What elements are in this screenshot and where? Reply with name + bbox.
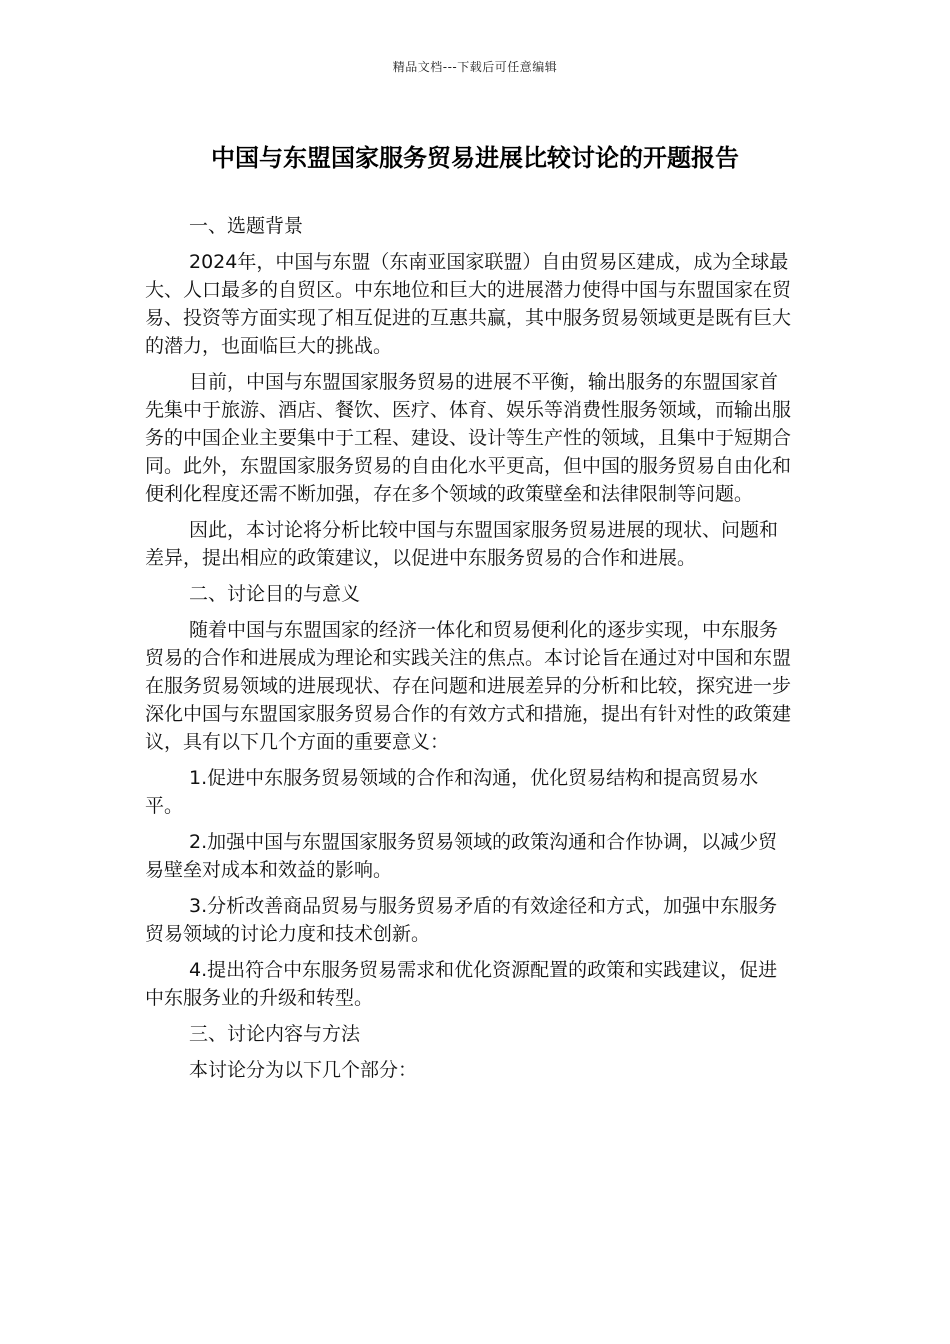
list-item-significance-3: 3.分析改善商品贸易与服务贸易矛盾的有效途径和方式，加强中东服务贸易领域的讨论力度和技术创新。: [145, 895, 778, 945]
section-heading-content-method: 三、讨论内容与方法: [189, 1023, 361, 1045]
paragraph-content-intro: 本讨论分为以下几个部分：: [189, 1059, 418, 1081]
header-note: 精品文档---下载后可任意编辑: [392, 60, 558, 74]
list-item-significance-2: 2.加强中国与东盟国家服务贸易领域的政策沟通和合作协调，以减少贸易壁垒对成本和效益的影响。: [145, 831, 778, 881]
document-body: [145, 212, 795, 1092]
section-heading-purpose: 二、讨论目的与意义: [189, 583, 361, 605]
section-heading-background: 一、选题背景: [189, 215, 304, 237]
list-item-significance-1: 1.促进中东服务贸易领域的合作和沟通，优化贸易结构和提高贸易水平。: [145, 767, 759, 817]
paragraph-purpose-intro: 随着中国与东盟国家的经济一体化和贸易便利化的逐步实现，中东服务贸易的合作和进展成为理论和实践关注的焦点。本讨论旨在通过对中国和东盟在服务贸易领域的进展现状、存在问题和进展差异的分析和比较，探究进一步深化中国与东盟国家服务贸易合作的有效方式和措施，提出有针对性的政策建议，具有以下几个方面的重要意义：: [145, 619, 792, 753]
paragraph-background-3: 因此，本讨论将分析比较中国与东盟国家服务贸易进展的现状、问题和差异，提出相应的政策建议，以促进中东服务贸易的合作和进展。: [145, 519, 779, 569]
paragraph-background-2: 目前，中国与东盟国家服务贸易的进展不平衡，输出服务的东盟国家首先集中于旅游、酒店、餐饮、医疗、体育、娱乐等消费性服务领域，而输出服务的中国企业主要集中于工程、建设、设计等生产性的领域，且集中于短期合同。此外，东盟国家服务贸易的自由化水平更高，但中国的服务贸易自由化和便利化程度还需不断加强，存在多个领域的政策壁垒和法律限制等问题。: [145, 371, 792, 505]
document-title: 中国与东盟国家服务贸易进展比较讨论的开题报告: [211, 144, 739, 172]
list-item-significance-4: 4.提出符合中东服务贸易需求和优化资源配置的政策和实践建议，促进中东服务业的升级和转型。: [145, 959, 778, 1009]
paragraph-background-1: 2024年，中国与东盟（东南亚国家联盟）自由贸易区建成，成为全球最大、人口最多的自贸区。中东地位和巨大的进展潜力使得中国与东盟国家在贸易、投资等方面实现了相互促进的互惠共赢，其中服务贸易领域更是既有巨大的潜力，也面临巨大的挑战。: [145, 251, 792, 357]
